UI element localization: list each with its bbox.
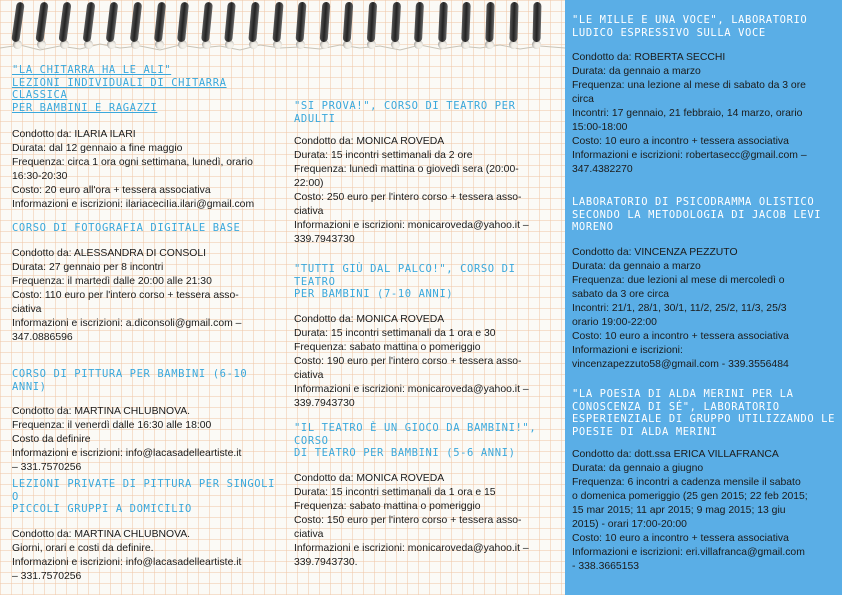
course-cost: Costo: 10 euro a incontro + tessera associativa (572, 330, 789, 342)
course-teacher: Condotto da: dott.ssa ERICA VILLAFRANCA (572, 449, 779, 460)
course-duration: Durata: 15 incontri settimanali da 2 ore (294, 150, 473, 161)
course-title: "TUTTI GIÙ DAL PALCO!", CORSO DI TEATRO PER BAMBINI (7-10 ANNI) (294, 263, 516, 300)
binding-ring (106, 2, 119, 43)
course-duration: Durata: da gennaio a marzo (572, 66, 701, 77)
course-cost: Costo da definire (12, 434, 91, 445)
binding-ring (11, 2, 24, 43)
course-chitarra (12, 64, 282, 212)
course-title: "LA POESIA DI ALDA MERINI PER LA CONOSCENZA DI SÉ", LABORATORIO ESPERIENZIALE DI GRUPPO UTILIZZANDO LE POESIE DI ALDA MERINI (572, 388, 836, 438)
binding-ring (82, 2, 95, 43)
course-psicodramma (572, 196, 834, 372)
course-mille-voce (572, 14, 834, 177)
course-duration: Durata: da gennaio a giugno (572, 463, 704, 474)
course-teacher: Condotto da: MONICA ROVEDA (294, 313, 445, 325)
binding-ring (272, 2, 283, 43)
course-contact: Informazioni e iscrizioni: eri.villafranca@gmail.com - 338.3665153 (572, 547, 805, 572)
course-pittura-privata (12, 478, 282, 584)
course-teacher: Condotto da: ALESSANDRA DI CONSOLI (12, 247, 207, 259)
course-cost: Costo: 20 euro all'ora + tessera associativa (12, 185, 211, 196)
binding-ring (509, 2, 518, 42)
binding-ring (390, 2, 400, 42)
course-contact: Informazioni e iscrizioni: info@lacasadelleartiste.it – 331.7570256 (12, 448, 242, 473)
binding-ring (248, 2, 259, 43)
course-cost: Costo: 110 euro per l'intero corso + tessera asso- ciativa (12, 289, 239, 315)
course-contact: Informazioni e iscrizioni: ilariaceciIia.ilari@gmail.com (12, 199, 255, 210)
binding-ring (438, 2, 448, 42)
course-frequency: Frequenza: 6 incontri a cadenza mensile il sabato o domenica pomeriggio (25 gen 2015; 22 feb 2015; 15 mar 2015; 11 apr 2015; 9 mag 2015; 13 giu 2015) - orari 17:00-20:00 (572, 477, 808, 530)
binding-ring (130, 2, 142, 43)
course-cost: Costo: 150 euro per l'intero corso + tessera asso- ciativa (294, 514, 522, 540)
course-contact: Informazioni e iscrizioni: monicaroveda@yahoo.it – 339.7943730 (294, 383, 529, 409)
binding-ring (225, 2, 237, 43)
course-duration: Durata: 15 incontri settimanali da 1 ora e 30 (294, 327, 496, 339)
binding-ring (201, 2, 213, 43)
course-frequency: Frequenza: il venerdì dalle 16:30 alle 18:00 (12, 420, 212, 431)
course-title: LEZIONI PRIVATE DI PITTURA PER SINGOLI O PICCOLI GRUPPI A DOMICILIO (12, 478, 276, 515)
binding-ring (153, 2, 165, 43)
course-teatro-gioco (294, 422, 556, 570)
course-frequency: Frequenza: sabato mattina o pomeriggio (294, 500, 481, 512)
course-teacher: Condotto da: MARTINA CHLUBNOVA. (12, 406, 191, 417)
course-duration: Durata: 15 incontri settimanali da 1 ora e 15 (294, 486, 496, 498)
course-title: "SI PROVA!", CORSO DI TEATRO PER ADULTI (294, 100, 516, 125)
course-contact: Informazioni e iscrizioni: monicaroveda@yahoo.it – 339.7943730 (294, 220, 529, 245)
spiral-binding (0, 0, 565, 60)
binding-ring (296, 2, 307, 42)
course-cost: Costo: 10 euro a incontro + tessera associativa (572, 533, 789, 544)
course-frequency: Frequenza: circa 1 ora ogni settimana, lunedì, orario 16:30-20:30 (12, 157, 253, 182)
course-schedule: Giorni, orari e costi da definire. (12, 542, 154, 554)
course-teacher: Condotto da: MONICA ROVEDA (294, 472, 445, 484)
course-si-prova (294, 100, 556, 247)
binding-ring (485, 2, 494, 42)
course-frequency: Frequenza: una lezione al mese di sabato da 3 ore circa (572, 80, 806, 105)
course-duration: Durata: da gennaio a marzo (572, 260, 701, 272)
course-title: "LE MILLE E UNA VOCE", LABORATORIO LUDICO ESPRESSIVO SULLA VOCE (572, 14, 808, 39)
course-alda-merini (572, 388, 836, 574)
course-cost: Costo: 10 euro a incontro + tessera associativa (572, 136, 789, 147)
course-duration: Durata: 27 gennaio per 8 incontri (12, 261, 164, 273)
binding-ring (414, 2, 424, 42)
course-fotografia (12, 222, 282, 345)
course-teacher: Condotto da: ILARIA ILARI (12, 129, 136, 140)
course-teacher: Condotto da: VINCENZA PEZZUTO (572, 246, 738, 258)
course-frequency: Frequenza: due lezioni al mese di mercoledì o sabato da 3 ore circa (572, 274, 785, 300)
course-frequency: Frequenza: il martedì dalle 20:00 alle 21:30 (12, 275, 212, 287)
course-contact: Informazioni e iscrizioni: vincenzapezzuto58@gmail.com - 339.3556484 (572, 344, 789, 370)
binding-ring (343, 2, 354, 42)
binding-ring (533, 2, 542, 42)
course-frequency: Frequenza: lunedì mattina o giovedì sera (20:00- 22:00) (294, 164, 519, 189)
course-pittura-bambini (12, 368, 282, 475)
course-teacher: Condotto da: MARTINA CHLUBNOVA. (12, 528, 191, 540)
binding-ring (35, 2, 48, 43)
course-teacher: Condotto da: MONICA ROVEDA (294, 136, 445, 147)
course-cost: Costo: 250 euro per l'intero corso + tessera asso- ciativa (294, 192, 522, 217)
course-title: LABORATORIO DI PSICODRAMMA OLISTICO SECONDO LA METODOLOGIA DI JACOB LEVI MORENO (572, 196, 822, 233)
course-frequency: Frequenza: sabato mattina o pomeriggio (294, 341, 481, 353)
course-duration: Durata: dal 12 gennaio a fine maggio (12, 143, 183, 154)
course-contact: Informazioni e iscrizioni: a.diconsoli@gmail.com – 347.0886596 (12, 317, 242, 343)
course-title: CORSO DI FOTOGRAFIA DIGITALE BASE (12, 222, 241, 234)
course-dates: Incontri: 21/1, 28/1, 30/1, 11/2, 25/2, 11/3, 25/3 orario 19:00-22:00 (572, 302, 787, 328)
binding-ring (319, 2, 330, 42)
course-contact: Informazioni e iscrizioni: info@lacasadelleartiste.it – 331.7570256 (12, 556, 242, 582)
course-title: CORSO DI PITTURA PER BAMBINI (6-10 ANNI) (12, 368, 248, 393)
course-contact: Informazioni e iscrizioni: robertasecc@gmail.com – 347.4382270 (572, 150, 807, 175)
course-teacher: Condotto da: ROBERTA SECCHI (572, 52, 726, 63)
course-cost: Costo: 190 euro per l'intero corso + tessera asso- ciativa (294, 355, 522, 381)
course-dates: Incontri: 17 gennaio, 21 febbraio, 14 marzo, orario 15:00-18:00 (572, 108, 803, 133)
binding-ring (59, 2, 72, 43)
binding-ring (177, 2, 189, 43)
binding-ring (367, 2, 377, 42)
course-title: "IL TEATRO È UN GIOCO DA BAMBINI!", CORSO DI TEATRO PER BAMBINI (5-6 ANNI) (294, 422, 537, 459)
course-contact: Informazioni e iscrizioni: monicaroveda@yahoo.it – 339.7943730. (294, 542, 529, 568)
course-title: "LA CHITARRA HA LE ALI" LEZIONI INDIVIDUALI DI CHITARRA CLASSICA PER BAMBINI E RAGAZZI (12, 64, 227, 114)
binding-ring (462, 2, 472, 42)
course-tutti-giu (294, 263, 556, 411)
